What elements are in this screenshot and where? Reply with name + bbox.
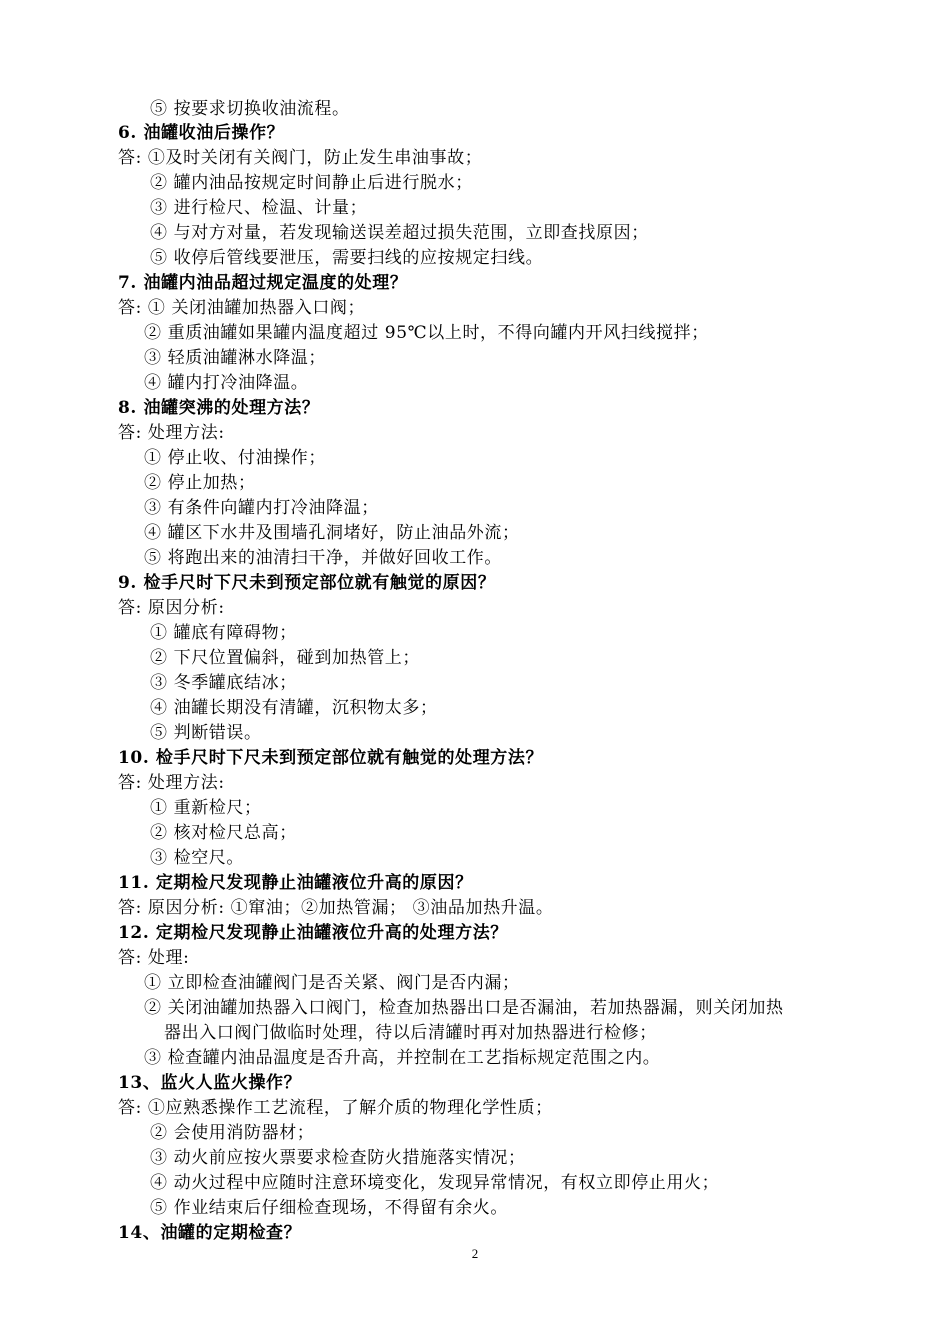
text-line: ② 会使用消防器材； <box>150 1123 315 1143</box>
page-number: 2 <box>471 1246 479 1261</box>
answer-line: 答: 原因分析: <box>118 598 225 618</box>
text-line: ③ 进行检尺、检温、计量； <box>150 198 368 218</box>
text-line: ④ 罐区下水井及围墙孔洞堵好，防止油品外流； <box>144 523 520 543</box>
text-line: ④ 油罐长期没有清罐，沉积物太多； <box>150 698 438 718</box>
question-heading: 14、油罐的定期检查？ <box>118 1223 302 1243</box>
text-line: ① 停止收、付油操作； <box>144 448 327 468</box>
question-heading: 13、监火人监火操作？ <box>118 1073 302 1093</box>
text-line: ③ 检查罐内油品温度是否升高，并控制在工艺指标规定范围之内。 <box>144 1048 661 1068</box>
question-heading: 7. 油罐内油品超过规定温度的处理？ <box>118 273 408 293</box>
answer-line: 答: ①应熟悉操作工艺流程，了解介质的物理化学性质； <box>118 1098 553 1118</box>
answer-line: 答: 处理: <box>118 948 190 968</box>
text-line: ③ 轻质油罐淋水降温； <box>144 348 327 368</box>
text-line: ④ 罐内打冷油降温。 <box>144 373 309 393</box>
answer-line: 答: 处理方法: <box>118 423 225 443</box>
answer-line: 答: 处理方法: <box>118 773 225 793</box>
answer-line: 答: ①及时关闭有关阀门，防止发生串油事故； <box>118 148 483 168</box>
text-line: ④ 与对方对量，若发现输送误差超过损失范围，立即查找原因； <box>150 223 649 243</box>
text-line: ③ 检空尺。 <box>150 848 245 868</box>
question-heading: 12. 定期检尺发现静止油罐液位升高的处理方法？ <box>118 923 508 943</box>
text-line: ③ 动火前应按火票要求检查防火措施落实情况； <box>150 1148 526 1168</box>
text-line: ① 立即检查油罐阀门是否关紧、阀门是否内漏； <box>144 973 520 993</box>
text-line: ② 罐内油品按规定时间静止后进行脱水； <box>150 173 473 193</box>
question-heading: 10. 检手尺时下尺未到预定部位就有触觉的处理方法？ <box>118 748 544 768</box>
question-heading: 6. 油罐收油后操作？ <box>118 123 285 143</box>
text-line: ④ 动火过程中应随时注意环境变化，发现异常情况，有权立即停止用火； <box>150 1173 720 1193</box>
text-line: 器出入口阀门做临时处理，待以后清罐时再对加热器进行检修； <box>164 1023 657 1043</box>
text-line: ② 关闭油罐加热器入口阀门，检查加热器出口是否漏油，若加热器漏，则关闭加热 <box>144 998 784 1018</box>
text-line: ⑤ 判断错误。 <box>150 723 262 743</box>
text-line: ⑤ 收停后管线要泄压，需要扫线的应按规定扫线。 <box>150 248 544 268</box>
text-line: ② 停止加热； <box>144 473 256 493</box>
text-line: ③ 有条件向罐内打冷油降温； <box>144 498 379 518</box>
text-line: ⑤ 按要求切换收油流程。 <box>150 99 350 119</box>
answer-line: 答: ① 关闭油罐加热器入口阀； <box>118 298 366 318</box>
text-line: ② 重质油罐如果罐内温度超过 95℃以上时，不得向罐内开风扫线搅拌； <box>144 323 709 343</box>
text-line: ① 重新检尺； <box>150 798 262 818</box>
question-heading: 8. 油罐突沸的处理方法？ <box>118 398 320 418</box>
text-line: ⑤ 将跑出来的油清扫干净，并做好回收工作。 <box>144 548 503 568</box>
text-line: ② 下尺位置偏斜，碰到加热管上； <box>150 648 421 668</box>
question-heading: 11. 定期检尺发现静止油罐液位升高的原因？ <box>118 873 473 893</box>
question-heading: 9. 检手尺时下尺未到预定部位就有触觉的原因？ <box>118 573 496 593</box>
answer-line: 答: 原因分析: ①窜油；②加热管漏； ③油品加热升温。 <box>118 898 554 918</box>
text-line: ① 罐底有障碍物； <box>150 623 297 643</box>
text-line: ② 核对检尺总高； <box>150 823 297 843</box>
text-line: ③ 冬季罐底结冰； <box>150 673 297 693</box>
text-line: ⑤ 作业结束后仔细检查现场，不得留有余火。 <box>150 1198 509 1218</box>
